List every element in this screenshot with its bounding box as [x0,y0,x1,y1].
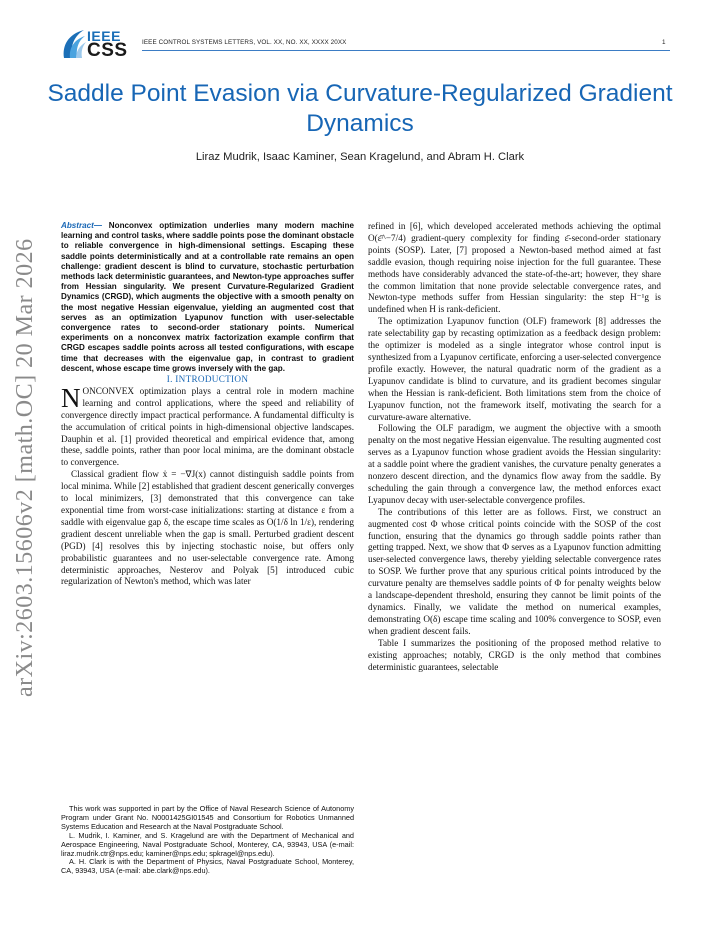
drop-cap: N [61,382,81,413]
section-heading-introduction: I. INTRODUCTION [166,374,249,385]
abstract-text: Nonconvex optimization underlies many modern machine learning and control tasks, where saddle points pose the dominant obstacle to reliable convergence in high-dimensional settings. Escaping these saddle points deterministically and at a controllable rate remains an open challenge: gradient descent is blind to curvature, stochastic perturbation methods lack deterministic guarantees, and Newton-type approaches suffer from Hessian singularity. We present Curvature-Regularized Gradient Dynamics (CRGD), which augments the objective with a smooth penalty on the most negative Hessian eigenvalue, yielding an augmented cost that serves as an optimization Lyapunov function with user-selectable convergence rates to second-order stationary points. Numerical experiments on a nonconvex matrix factorization example confirm that CRGD escapes saddle points across all tested configurations, with escape time that decreases with the eigenvalue gap, in contrast to gradient descent, whose escape time grows inversely with the gap. [61,221,354,373]
header-rule [142,50,670,51]
intro-paragraph-2: Classical gradient flow ẋ = −∇J(x) cannot distinguish saddle points from local minima. While [2] established that gradient descent generically converges to local minimizers, [3] demonstrated that this convergence can take exponential time from worst-case initializations: starting at distance ε from a saddle with eigenvalue gap δ, the escape time scales as O(1/δ ln 1/ε), rendering gradient descent unreliable when the gap is small. Perturbed gradient descent (PGD) [4] resolves this by injecting stochastic noise, but offers only probabilistic guarantees and no user-selectable convergence rate. Among deterministic approaches, Nesterov and Polyak [5] introduced cubic regularization of Newton's method, which was later [61,469,354,587]
footnote-affiliation-2: A. H. Clark is with the Department of Physics, Naval Postgraduate School, Monterey, CA, 93943, USA (e-mail: abe.clark@nps.edu). [61,857,354,876]
right-paragraph-4: The contributions of this letter are as follows. First, we construct an augmented cost Φ whose critical points coincide with the SOSP of the cost function, ensuring that the dynamics go through saddle points rather than getting trapped. Next, we show that Φ serves as a Lyapunov function admitting user-selected convergence laws, thereby yielding selectable convergence rates to SOSP. We further prove that any spurious critical points introduced by the curvature penalty are themselves saddle points of Φ for penalty weights below a landscape-dependent threshold, ensuring they cannot be limit points of the dynamics. Finally, we validate the method on numerical examples, demonstrating O(δ) escape time scaling and 100% convergence to SOSP, even when gradient descent fails. [368,506,661,636]
running-head: IEEE CONTROL SYSTEMS LETTERS, VOL. XX, NO. XX, XXXX 20XX [142,39,347,46]
paper-title: Saddle Point Evasion via Curvature-Regularized Gradient Dynamics [47,80,673,137]
right-column [368,221,661,673]
footnote [61,805,354,876]
intro-paragraph-1-text: ONCONVEX optimization plays a central role in modern machine learning and control applications, where the speed and reliability of convergence directly impact practical performance. A fundamental difficulty is the accumulation of critical points in high-dimensional objective landscapes. Dauphin et al. [1] provided theoretical and empirical evidence that, among these, saddle points, rather than poor local minima, are the dominant obstacle to convergence. [61,385,354,468]
swoosh-icon [60,28,90,60]
intro-paragraph-1 [61,382,354,469]
author-list: Liraz Mudrik, Isaac Kaminer, Sean Kragelund, and Abram H. Clark [195,151,525,163]
right-paragraph-5: Table I summarizes the positioning of the proposed method relative to existing approaches; notably, CRGD is the only method that combines deterministic guarantees, selectable [368,637,661,672]
abstract-label: Abstract— [61,221,102,230]
left-column [61,221,354,588]
footnote-funding: This work was supported in part by the Office of Naval Research Science of Autonomy Program under Grant No. N0001425GI01545 and Consortium for Robotics Unmanned Systems Education and Research at the Naval Postgraduate School. [61,804,354,831]
ieee-css-logo [60,28,138,60]
right-paragraph-1: refined in [6], which developed accelerated methods achieving the optimal O(ε̄^−7/4) gradient-query complexity for finding ε̄-second-order stationary points (SOSP). Later, [7] proposed a Newton-based method aimed at fast saddle evasion, though requiring noise injection for the full guarantee. These methods have considerably advanced the state-of-the-art; however, they share the common limitation that none provide selectable convergence rates, and Newton-type methods suffer from Hessian singularity: the step H⁻¹g is undefined when H is rank-deficient. [368,221,661,315]
footnote-affiliation-1: L. Mudrik, I. Kaminer, and S. Kragelund are with the Department of Mechanical and Aerospace Engineering, Naval Postgraduate School, Monterey, CA, 93943, USA (e-mail: liraz.mudrik.ctr@nps.edu; kaminer@nps.edu; spkragel@nps.edu). [61,830,354,858]
arxiv-stamp: arXiv:2603.15606v2 [math.OC] 20 Mar 2026 [12,238,38,697]
logo-ieee-text: IEEE [87,28,121,44]
abstract [61,221,354,374]
logo-css-text: CSS [87,40,128,61]
page-number: 1 [662,39,666,46]
right-paragraph-2: The optimization Lyapunov function (OLF) framework [8] addresses the rate selectability gap by recasting optimization as a feedback design problem: the optimizer is modeled as a single integrator whose control input is synthesized from a Lyapunov certificate, enforcing a user-selected convergence profile exactly. However, the natural quadratic norm of the gradient as a Lyapunov candidate is blind to curvature, and its gradient becomes singular when the Hessian is rank-deficient. Both limitations stem from the choice of Lyapunov function, not the framework itself, motivating the search for a curvature-aware alternative. [368,316,661,422]
right-paragraph-3: Following the OLF paradigm, we augment the objective with a smooth penalty on the most negative Hessian eigenvalue. The resulting augmented cost serves as a Lyapunov function whose gradient avoids the Hessian singularity: at a saddle point where the gradient vanishes, the curvature penalty generates a nonzero descent direction, and the dynamics flow away from the saddle. By scheduling the gain through a convergence law, the method enforces exact Lyapunov decay with user-selectable convergence profiles. [368,423,661,505]
